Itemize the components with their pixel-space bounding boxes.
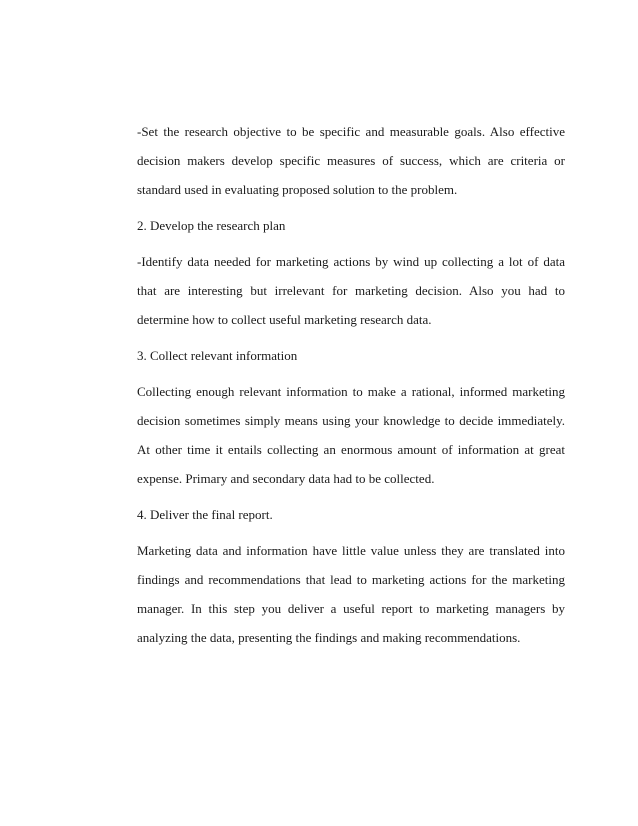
- paragraph-spacer: [137, 240, 565, 247]
- heading-collect-information: 3. Collect relevant information: [137, 348, 298, 363]
- heading-develop-research-plan: 2. Develop the research plan: [137, 218, 286, 233]
- paragraph-spacer: [137, 204, 565, 211]
- paragraph-spacer: [137, 529, 565, 536]
- paragraph-identify-data: -Identify data needed for marketing actions by wind up collecting a lot of data that are interesting but irrelevant for marketing decision. Also you had to determine how to collect useful marketing research data.: [137, 254, 565, 327]
- document-body: [137, 117, 565, 652]
- paragraph-collecting-information: Collecting enough relevant information to make a rational, informed marketing decision sometimes simply means using your knowledge to decide immediately. At other time it entails collecting an enormous amount of information at great expense. Primary and secondary data had to be collected.: [137, 384, 565, 486]
- paragraph-spacer: [137, 370, 565, 377]
- paragraph-research-objective: -Set the research objective to be specific and measurable goals. Also effective decision makers develop specific measures of success, which are criteria or standard used in evaluating proposed solution to the problem.: [137, 124, 565, 197]
- paragraph-spacer: [137, 493, 565, 500]
- heading-deliver-report: 4. Deliver the final report.: [137, 507, 273, 522]
- paragraph-marketing-data: Marketing data and information have little value unless they are translated into findings and recommendations that lead to marketing actions for the marketing manager. In this step you deliver a useful report to marketing managers by analyzing the data, presenting the findings and making recommendations.: [137, 543, 565, 645]
- paragraph-spacer: [137, 334, 565, 341]
